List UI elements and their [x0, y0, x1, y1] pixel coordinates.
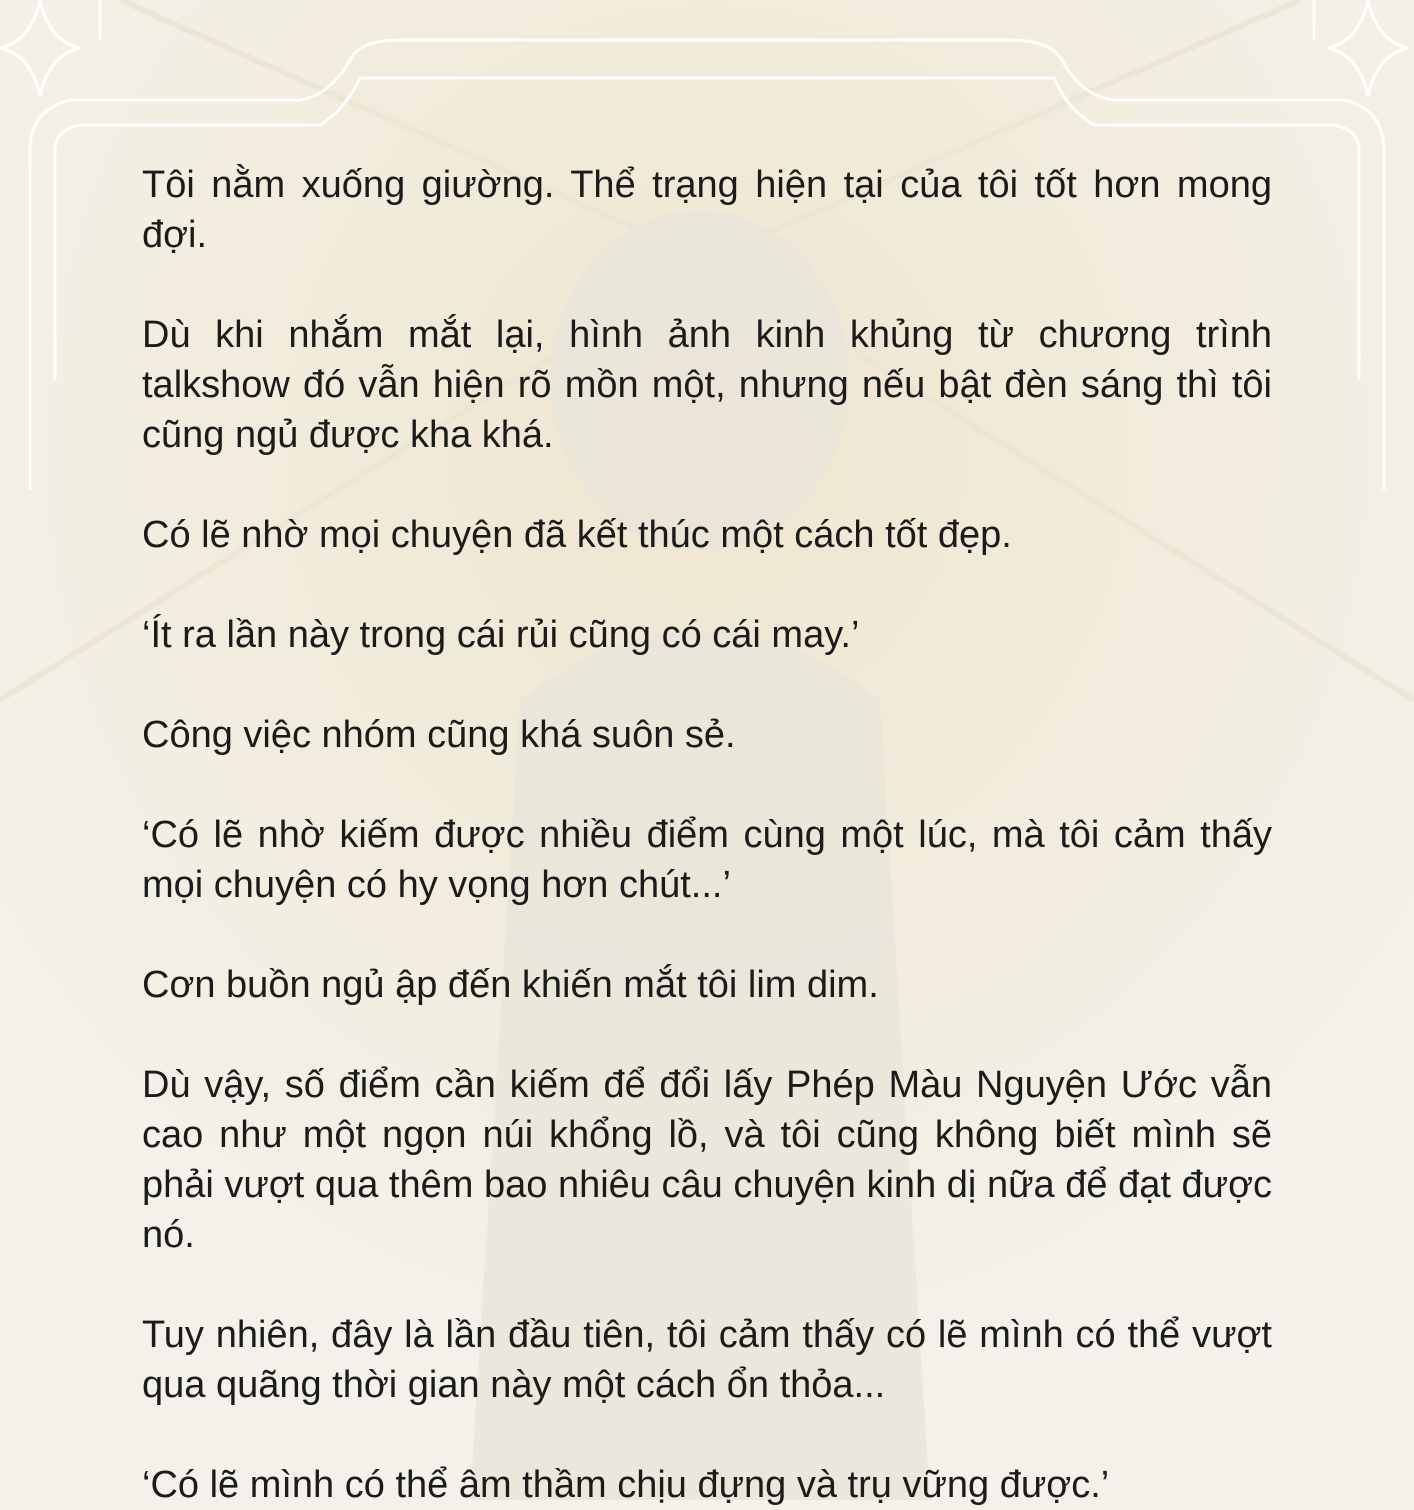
paragraph: Công việc nhóm cũng khá suôn sẻ.	[142, 714, 736, 756]
paragraph: ‘Có lẽ nhờ kiếm được nhiều điểm cùng một lúc, mà tôi cảm thấy mọi chuyện có hy vọng hơn chút...’	[142, 814, 1272, 906]
paragraph: Tuy nhiên, đây là lần đầu tiên, tôi cảm thấy có lẽ mình có thể vượt qua quãng thời gian này một cách ổn thỏa...	[142, 1314, 1272, 1406]
chapter-text	[142, 160, 1272, 1510]
paragraph: ‘Ít ra lần này trong cái rủi cũng có cái may.’	[142, 614, 860, 656]
paragraph: Có lẽ nhờ mọi chuyện đã kết thúc một cách tốt đẹp.	[142, 514, 1012, 556]
paragraph: Dù khi nhắm mắt lại, hình ảnh kinh khủng từ chương trình talkshow đó vẫn hiện rõ mồn một, nhưng nếu bật đèn sáng thì tôi cũng ngủ được kha khá.	[142, 314, 1272, 456]
paragraph: ‘Có lẽ mình có thể âm thầm chịu đựng và trụ vững được.’	[142, 1464, 1110, 1506]
paragraph: Cơn buồn ngủ ập đến khiến mắt tôi lim dim.	[142, 964, 879, 1006]
paragraph: Tôi nằm xuống giường. Thể trạng hiện tại của tôi tốt hơn mong đợi.	[142, 164, 1272, 256]
paragraph: Dù vậy, số điểm cần kiếm để đổi lấy Phép Màu Nguyện Ước vẫn cao như một ngọn núi khổng lồ, và tôi cũng không biết mình sẽ phải vượt qua thêm bao nhiêu câu chuyện kinh dị nữa để đạt được nó.	[142, 1064, 1272, 1256]
